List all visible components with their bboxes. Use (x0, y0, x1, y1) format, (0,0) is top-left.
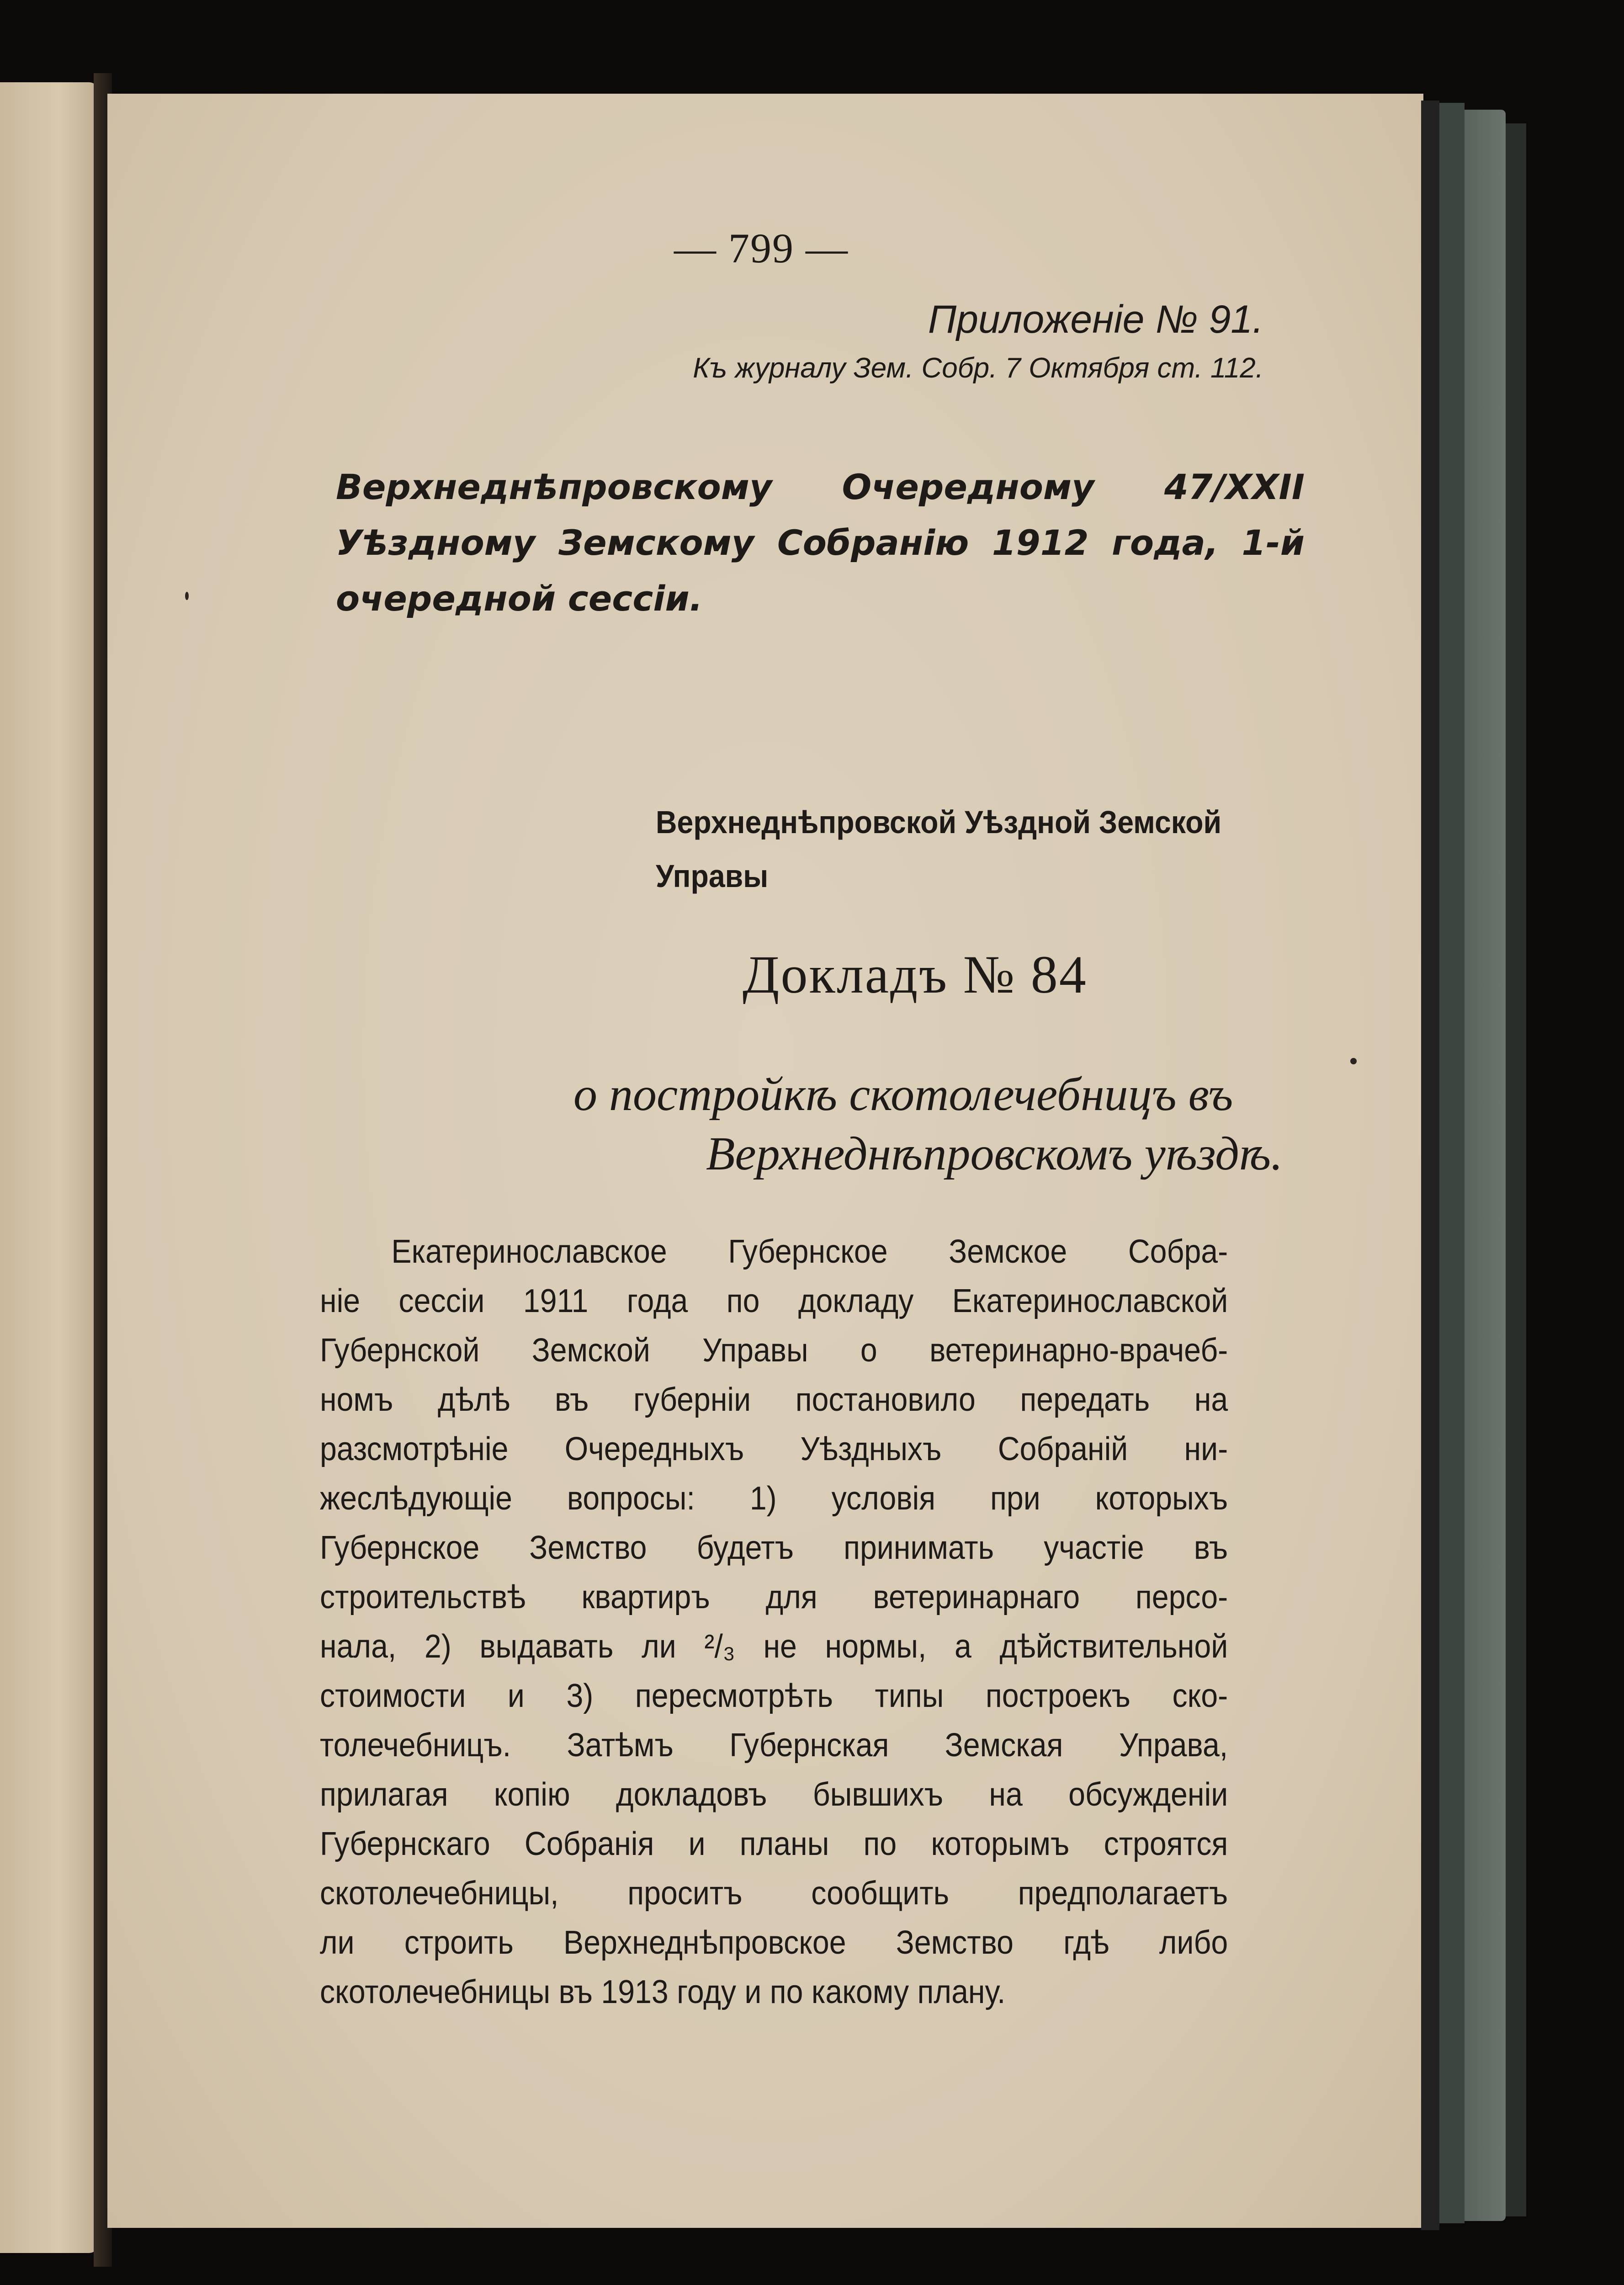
body-line: строительствѣ квартиръ для ветеринарнаго персо- (320, 1579, 1228, 1615)
body-line: разсмотрѣніе Очередныхъ Уѣздныхъ Собраній ни- (320, 1431, 1228, 1467)
journal-reference: Къ журналу Зем. Собр. 7 Октября ст. 112. (693, 352, 1263, 384)
sender-heading: Верхнеднѣпровской Уѣздной Земской Управы (656, 804, 1222, 894)
body-line: номъ дѣлѣ въ губерніи постановило передать на (320, 1382, 1228, 1418)
body-line: прилагая копію докладовъ бывшихъ на обсужденіи (320, 1776, 1228, 1813)
previous-page-edge (0, 82, 98, 2253)
body-line: стоимости и 3) пересмотрѣть типы построекъ ско- (320, 1678, 1228, 1714)
report-title: Докладъ № 84 (743, 945, 1088, 1004)
body-line: нала, 2) выдавать ли ²/₃ не нормы, а дѣйствительной (320, 1628, 1228, 1665)
ink-speck (185, 592, 189, 600)
body-line: скотолечебницы, проситъ сообщить предполагаетъ (320, 1875, 1228, 1912)
body-line: Екатеринославское Губернское Земское Собра- (391, 1233, 1228, 1270)
ink-speck (1350, 1058, 1357, 1064)
body-line: ли строить Верхнеднѣпровское Земство гдѣ либо (320, 1924, 1228, 1961)
document-page (107, 94, 1423, 2228)
subject-line: о постройкѣ скотолечебницъ въ (573, 1068, 1233, 1121)
page-number: — 799 — (674, 225, 849, 271)
body-line: толечебницъ. Затѣмъ Губернская Земская Управа, (320, 1727, 1228, 1764)
body-line: Губернскаго Собранія и планы по которымъ строятся (320, 1826, 1228, 1862)
report-subject (573, 1065, 1305, 1184)
book-page-edge (1421, 101, 1439, 2230)
book-cover-edge (1439, 103, 1465, 2223)
appendix-label: Приложеніе № 91. (928, 298, 1263, 341)
book-cover (1465, 110, 1506, 2221)
body-line: скотолечебницы въ 1913 году и по какому плану. (320, 1974, 1006, 2010)
body-line: жеслѣдующіе вопросы: 1) условія при которыхъ (320, 1480, 1228, 1517)
body-line: ніе сессіи 1911 года по докладу Екатеринославской (320, 1283, 1228, 1319)
book-spine-shadow (1506, 123, 1526, 2216)
body-line: Губернской Земской Управы о ветеринарно-врачеб- (320, 1332, 1228, 1369)
subject-line: Верхнеднѣпровскомъ уѣздѣ. (706, 1127, 1283, 1180)
body-line: Губернское Земство будетъ принимать участіе въ (320, 1530, 1228, 1566)
addressee-heading: Верхнеднѣпровскому Очередному 47/XXII Уѣздному Земскому Собранію 1912 года, 1-й очередной сессіи. (336, 467, 1305, 619)
body-paragraph (320, 1227, 1228, 2017)
